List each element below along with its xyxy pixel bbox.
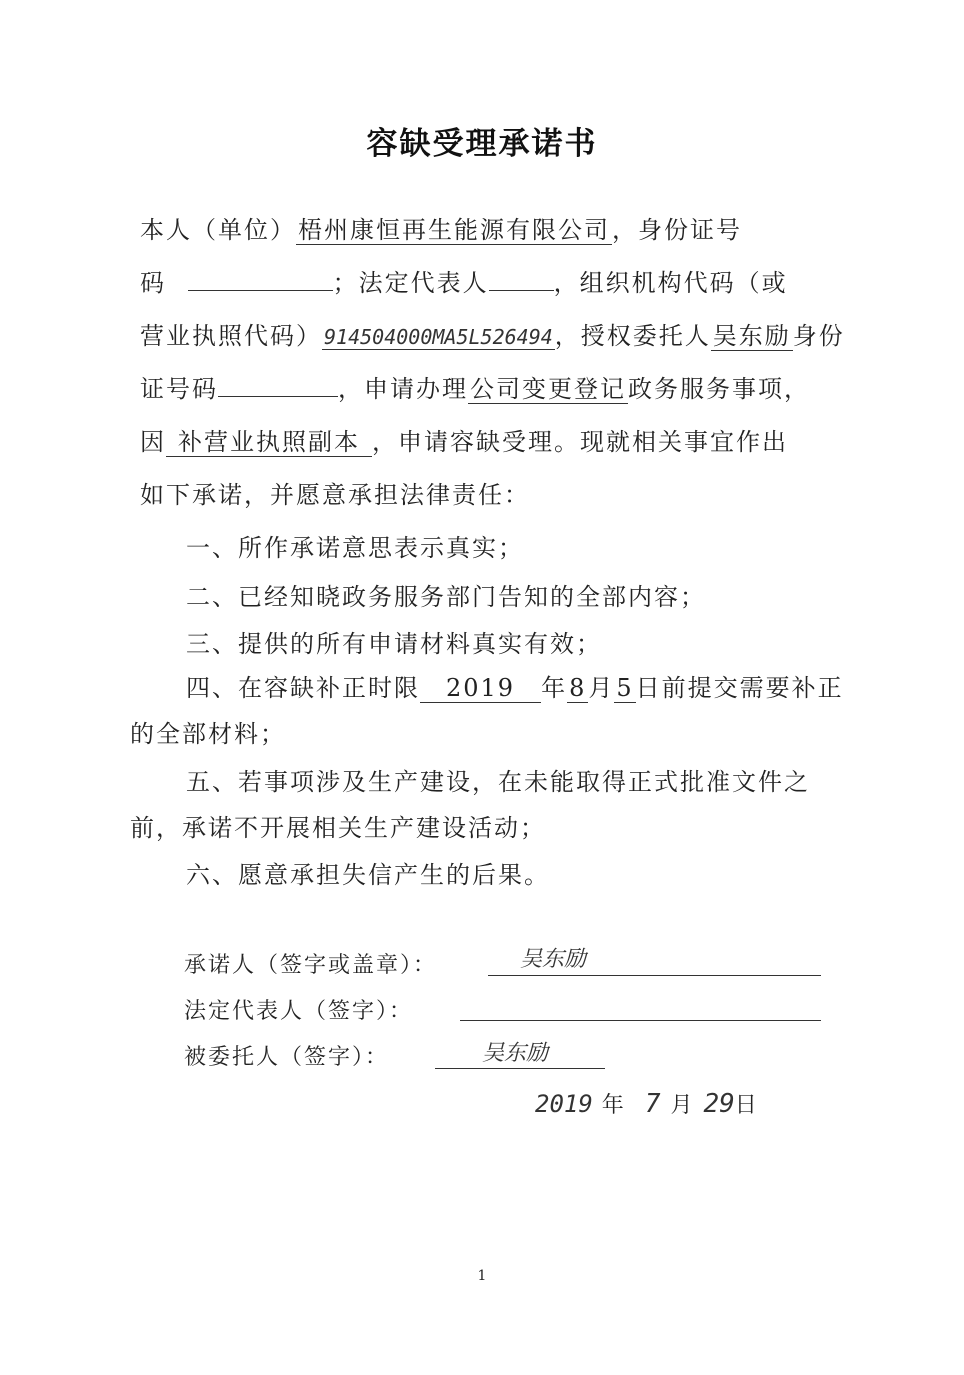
body-line-3 (140, 316, 845, 351)
promisor-label: 承诺人（签字或盖章）： (184, 953, 438, 978)
text: 码 (140, 269, 166, 297)
text: 日前提交需要补正 (635, 674, 844, 702)
text: 营业执照代码） (140, 322, 322, 350)
promise-5-cont: 前，承诺不开展相关生产建设活动； (130, 814, 546, 842)
text: 日 (734, 1093, 759, 1118)
agent-signature: 吴东励 (482, 1041, 549, 1066)
text: ，组织机构代码（或 (553, 269, 788, 297)
promise-3: 三、提供的所有申请材料真实有效； (186, 630, 602, 658)
legal-rep-blank (489, 270, 554, 291)
agent-signature-line (435, 1068, 605, 1069)
promise-6: 六、愿意承担失信产生的后果。 (186, 861, 550, 889)
body-line-5 (140, 422, 788, 457)
text: 证号码 (140, 375, 218, 403)
reason: 补营业执照副本 (166, 428, 372, 457)
text: ，申请办理 (338, 375, 468, 403)
sign-date (535, 1088, 759, 1119)
document-title: 容缺受理承诺书 (366, 126, 598, 162)
text: 年 (541, 674, 568, 702)
text: 政务服务事项， (628, 375, 810, 403)
text: 因 (140, 428, 166, 456)
text: 本人（单位） (140, 216, 296, 244)
promise-5: 五、若事项涉及生产建设，在未能取得正式批准文件之 (186, 768, 810, 796)
deadline-day: 5 (616, 674, 634, 702)
promise-2: 二、已经知晓政务服务部门告知的全部内容； (186, 583, 706, 611)
legal-rep-label: 法定代表人（签字）： (184, 999, 414, 1024)
agent-id-blank (218, 376, 338, 397)
body-line-4 (140, 369, 810, 404)
promise-1: 一、所作承诺意思表示真实； (186, 534, 524, 562)
body-line-6: 如下承诺，并愿意承担法律责任： (140, 481, 530, 509)
text: ；法定代表人 (332, 269, 489, 297)
agent-label: 被委托人（签字）： (184, 1045, 390, 1070)
text: 月 (588, 674, 615, 702)
text: 月 (670, 1093, 695, 1118)
body-line-2 (140, 263, 788, 298)
deadline-year: 2019 (420, 674, 541, 703)
text: 年 (601, 1093, 626, 1118)
text: ，申请容缺受理。现就相关事宜作出 (372, 428, 788, 456)
page-number: 1 (477, 1268, 487, 1284)
text: ，授权委托人 (554, 322, 711, 350)
text: 四、在容缺补正时限 (186, 674, 420, 702)
promise-4 (186, 668, 844, 703)
date-year: 2019 (535, 1090, 593, 1118)
company-name: 梧州康恒再生能源有限公司 (298, 216, 610, 244)
date-day: 29 (703, 1089, 735, 1119)
legal-rep-signature-line (460, 1020, 821, 1021)
promise-4-cont: 的全部材料； (130, 720, 286, 748)
promisor-signature: 吴东励 (520, 947, 587, 972)
body-line-1 (140, 210, 742, 245)
text: 身份 (792, 322, 845, 350)
matter-name: 公司变更登记 (470, 375, 626, 403)
agent-name: 吴东励 (712, 322, 791, 350)
deadline-month: 8 (569, 674, 587, 702)
license-code: 914504000MA5L526494 (324, 325, 553, 349)
id-number-blank (188, 270, 333, 291)
text: ，身份证号 (612, 216, 742, 244)
date-month: 7 (644, 1089, 661, 1119)
promisor-signature-line (488, 975, 821, 976)
